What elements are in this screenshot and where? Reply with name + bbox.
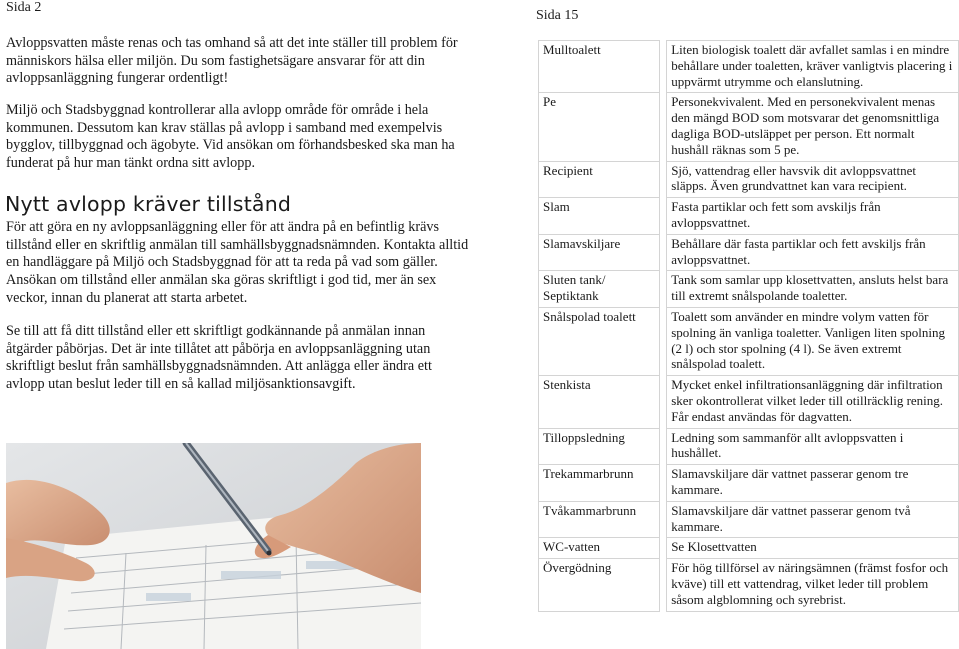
- glossary-body: [539, 41, 959, 612]
- glossary-row: [539, 538, 959, 559]
- glossary-term: Tilloppsledning: [539, 428, 660, 465]
- glossary-row: [539, 271, 959, 308]
- column-gap: [660, 271, 667, 308]
- glossary-term: Slamavskiljare: [539, 234, 660, 271]
- glossary-definition: Mycket enkel infiltrationsanläggning där infiltration sker okontrollerat vilket leder till otillräcklig rening. Får endast användas för dagvatten.: [667, 376, 959, 428]
- column-gap: [660, 41, 667, 93]
- glossary-definition: Fasta partiklar och fett som avskiljs från avloppsvattnet.: [667, 198, 959, 235]
- glossary-definition: Liten biologisk toalett där avfallet samlas i en mindre behållare under toaletten, kräver vanligtvis placering i uppvärmt utrymme och elanslutning.: [667, 41, 959, 93]
- glossary-row: [539, 465, 959, 502]
- column-gap: [660, 428, 667, 465]
- glossary-row: [539, 428, 959, 465]
- glossary-row: [539, 93, 959, 161]
- glossary-row: [539, 501, 959, 538]
- glossary-row: [539, 307, 959, 375]
- right-page: [480, 0, 959, 649]
- column-gap: [660, 198, 667, 235]
- section-heading: Nytt avlopp kräver tillstånd: [5, 192, 292, 216]
- glossary-definition: Slamavskiljare där vattnet passerar genom tre kammare.: [667, 465, 959, 502]
- column-gap: [660, 376, 667, 428]
- glossary-term: Tvåkammarbrunn: [539, 501, 660, 538]
- glossary-term: Övergödning: [539, 559, 660, 611]
- glossary-row: [539, 198, 959, 235]
- page-number-left: Sida 2: [6, 0, 42, 15]
- glossary-definition: Tank som samlar upp klosettvatten, ansluts helst bara till extremt snålspolande toaletter.: [667, 271, 959, 308]
- glossary-table: [538, 40, 959, 612]
- column-gap: [660, 93, 667, 161]
- column-gap: [660, 538, 667, 559]
- intro-paragraph: Avloppsvatten måste renas och tas omhand så att det inte ställer till problem för människors hälsa eller miljön. Du som fastighetsägare ansvarar för att din avloppsanläggning fungerar ordentligt!: [6, 35, 458, 87]
- glossary-definition: Behållare där fasta partiklar och fett avskiljs från avloppsvattnet.: [667, 234, 959, 271]
- glossary-row: [539, 41, 959, 93]
- glossary-definition: Toalett som använder en mindre volym vatten för spolning än vanliga toaletter. Vanligen liten spolning (2 l) och stor spolning (4 l). Se även extremt snålspolad toalett.: [667, 307, 959, 375]
- glossary-row: [539, 161, 959, 198]
- glossary-term: Trekammarbrunn: [539, 465, 660, 502]
- form-signing-photo: [6, 443, 421, 649]
- glossary-term: WC-vatten: [539, 538, 660, 559]
- permit-paragraph: För att göra en ny avloppsanläggning eller för att ändra på en befintlig krävs tillstånd eller en skriftlig anmälan till samhällsbyggnadsnämnden. Kontakta alltid en handläggare på Miljö och Stadsbyggnad för att ta reda på vad som gäller. Ansökan om tillstånd eller anmälan ska göras skriftligt i god tid, mer än sex veckor, innan du planerat att starta arbetet.: [6, 219, 469, 306]
- approval-paragraph: Se till att få ditt tillstånd eller ett skriftligt godkännande på anmälan innan åtgärder påbörjas. Det är inte tillåtet att påbörja en avloppsanläggning utan skriftligt beslut från samhällsbyggnadsnämnden. Att anlägga eller ändra ett avlopp utan beslut leder till en så kallad miljösanktionsavgift.: [6, 323, 432, 393]
- column-gap: [660, 559, 667, 611]
- page-number-right: Sida 15: [536, 8, 579, 23]
- glossary-definition: Sjö, vattendrag eller havsvik dit avloppsvattnet släpps. Även grundvattnet kan vara recipient.: [667, 161, 959, 198]
- glossary-term: Recipient: [539, 161, 660, 198]
- glossary-row: [539, 376, 959, 428]
- glossary-term: Mulltoalett: [539, 41, 660, 93]
- glossary-definition: För hög tillförsel av näringsämnen (främst fosfor och kväve) till ett vattendrag, vilket leder till problem såsom algblomning och syrebrist.: [667, 559, 959, 611]
- column-gap: [660, 465, 667, 502]
- glossary-definition: Personekvivalent. Med en personekvivalent menas den mängd BOD som motsvarar det genomsnittliga dagliga BOD-utsläppet per person. Ett normalt hushåll räknas som 5 pe.: [667, 93, 959, 161]
- column-gap: [660, 501, 667, 538]
- glossary-term: Pe: [539, 93, 660, 161]
- glossary-row: [539, 234, 959, 271]
- glossary-term: Slam: [539, 198, 660, 235]
- column-gap: [660, 234, 667, 271]
- glossary-term: Stenkista: [539, 376, 660, 428]
- glossary-definition: Ledning som sammanför allt avloppsvatten i hushållet.: [667, 428, 959, 465]
- glossary-term: Sluten tank/ Septiktank: [539, 271, 660, 308]
- column-gap: [660, 161, 667, 198]
- column-gap: [660, 307, 667, 375]
- glossary-definition: Slamavskiljare där vattnet passerar genom två kammare.: [667, 501, 959, 538]
- glossary-row: [539, 559, 959, 611]
- glossary-term: Snålspolad toalett: [539, 307, 660, 375]
- control-paragraph: Miljö och Stadsbyggnad kontrollerar alla avlopp område för område i hela kommunen. Dessutom kan krav ställas på avlopp i samband med exempelvis bygglov, tillbyggnad och ägobyte. Vid ansökan om förhandsbesked ska man ha funderat på hur man tänkt ordna sitt avlopp.: [6, 102, 455, 172]
- glossary-definition: Se Klosettvatten: [667, 538, 959, 559]
